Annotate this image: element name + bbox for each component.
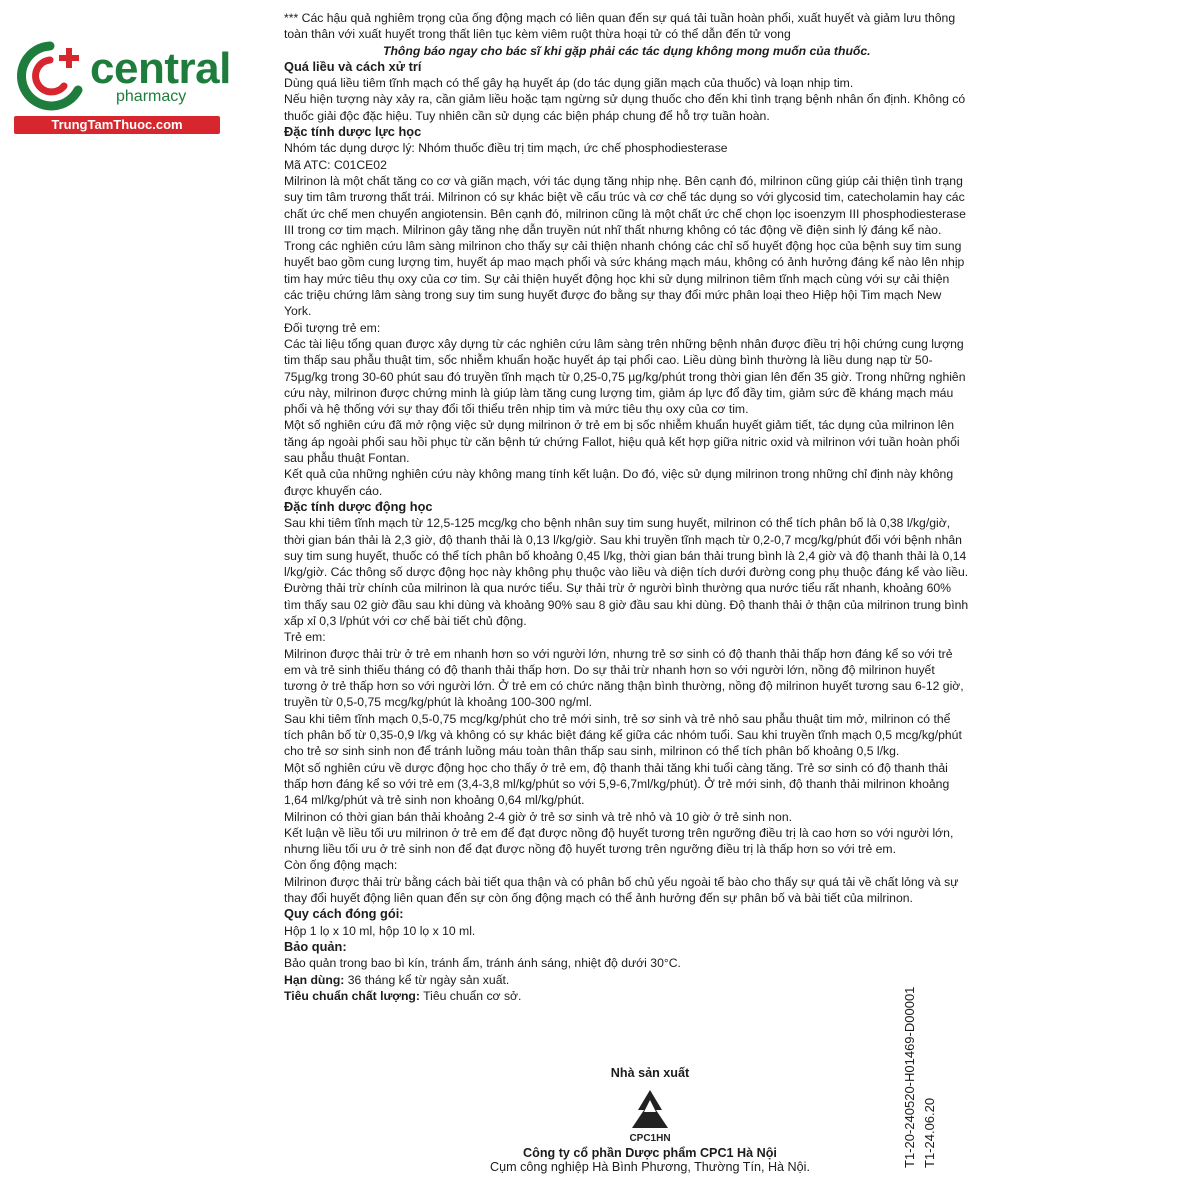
central-pharmacy-logo bbox=[12, 38, 231, 138]
overdose-paragraph-2: Nếu hiện tượng này xảy ra, cần giảm liều hoặc tạm ngừng sử dụng thuốc cho đến khi tình trạng bệnh nhân ổn định. Không có thuốc giải độc đặc hiệu. Tuy nhiên cần sử dụng các biện pháp chung để hỗ trợ tuần hoàn. bbox=[284, 92, 966, 123]
logo-subtitle: pharmacy bbox=[116, 88, 187, 105]
pk-duct-heading: Còn ống động mạch: bbox=[284, 858, 398, 873]
pd-children-heading: Đối tượng trẻ em: bbox=[284, 320, 381, 335]
heading-expiry: Hạn dùng: bbox=[284, 972, 345, 987]
storage-text: Bảo quản trong bao bì kín, tránh ẩm, tránh ánh sáng, nhiệt độ dưới 30°C. bbox=[284, 956, 681, 971]
adverse-note: *** Các hậu quả nghiêm trọng của ống động mạch có liên quan đến sự quá tải tuần hoàn phổi, xuất huyết và giảm lưu thông toàn thân với xuất huyết trong thất liên tục kèm viêm ruột thừa hoại tử có thể dẫn đến tử vong bbox=[284, 11, 956, 42]
pd-atc: Mã ATC: C01CE02 bbox=[284, 157, 387, 172]
pd-children-paragraph-1: Các tài liệu tổng quan được xây dựng từ các nghiên cứu lâm sàng trên những bệnh nhân được điều trị hội chứng cung lượng tim thấp sau phẫu thuật tim, sốc nhiễm khuẩn hoặc huyết áp tại phổi cao. Liều dùng bình thường là liều dung nạp từ 50-75µg/kg trong 30-60 phút sau đó truyền tĩnh mạch từ 0,25-0,75 µg/kg/phút trong thời gian lên đến 35 giờ. Trong những nghiên cứu này, milrinon được chứng minh là giúp làm tăng cung lượng tim, giảm áp lực đổ đầy tim, giảm sức đề kháng mạch máu phổi và hệ thống với sự thay đổi tối thiểu trên nhịp tim và mức tiêu thụ oxy của cơ tim. bbox=[284, 336, 966, 417]
pk-children-paragraph-3: Một số nghiên cứu về dược động học cho thấy ở trẻ em, độ thanh thải tăng khi tuổi càng tăng. Trẻ sơ sinh có độ thanh thải thấp hơn đáng kể so với trẻ em (3,4-3,8 ml/kg/phút so với 5,9-6,7ml/kg/phút). Ở trẻ mới sinh, độ thanh thải milrinon khoảng 1,64 ml/kg/phút và trẻ sinh non khoảng 0,64 ml/kg/phút. bbox=[284, 760, 950, 808]
pd-children-paragraph-3: Kết quả của những nghiên cứu này không mang tính kết luận. Do đó, việc sử dụng milrinon trong những chỉ định này không được khuyến cáo. bbox=[284, 467, 954, 498]
logo-name: central bbox=[90, 44, 231, 93]
pk-children-heading: Trẻ em: bbox=[284, 630, 326, 645]
pk-children-paragraph-5: Kết luận về liều tối ưu milrinon ở trẻ em để đạt được nồng độ huyết tương trên ngưỡng điều trị là cao hơn so với người lớn, nhưng liều tối ưu ở trẻ sinh non để đạt được nồng độ huyết tương trên ngưỡng điều trị là thấp hơn so với trẻ em. bbox=[284, 825, 954, 857]
cpc1-logo-icon bbox=[618, 1088, 682, 1144]
packaging-text: Hộp 1 lọ x 10 ml, hộp 10 lọ x 10 ml. bbox=[284, 923, 476, 938]
pk-duct-paragraph: Milrinon được thải trừ bằng cách bài tiết qua thận và có phân bố chủ yếu ngoài tế bào cho thấy sự quá tải về chất lỏng và sự thay đổi huyết động liên quan đến sự còn ống động mạch có thể ảnh hưởng đến sự phân bố và bài tiết của milrinon. bbox=[284, 874, 959, 906]
overdose-paragraph-1: Dùng quá liều tiêm tĩnh mạch có thể gây hạ huyết áp (do tác dụng giãn mạch của thuốc) và loạn nhịp tim. bbox=[284, 76, 854, 91]
pd-paragraph-1: Milrinon là một chất tăng co cơ và giãn mạch, với tác dụng tăng nhịp nhẹ. Bên cạnh đó, milrinon cũng giúp cải thiện tình trạng suy tim tâm trương thất trái. Milrinon có sự khác biệt về cấu trúc và cơ chế tác dụng so với glycosid tim, catecholamin hay các chất ức chế men chuyển angiotensin. Bên cạnh đó, milrinon cũng là một chất ức chế chọn lọc isoenzym III phosphodiesterase III trong cơ tim mạch. Milrinon gây tăng nhẹ dẫn truyền nút nhĩ thất nhưng không có tác động về điện sinh lý đáng kể nào. bbox=[284, 173, 966, 237]
pd-paragraph-2: Trong các nghiên cứu lâm sàng milrinon cho thấy sự cải thiện nhanh chóng các chỉ số huyết động học của bệnh suy tim sung huyết bao gồm cung lượng tim, huyết áp mao mạch phổi và sức kháng mạch máu, không có ảnh hưởng đáng kể nào lên nhịp tim hay mức tiêu thụ oxy của cơ tim. Sự cải thiện huyết động học khi sử dụng milrinon tiêm tĩnh mạch cùng với sự cải thiện các triệu chứng lâm sàng trong suy tim sung huyết được đo bằng sự thay đổi mức phân loại theo Hiệp hội Tim mạch New York. bbox=[284, 239, 965, 319]
pk-children-paragraph-2: Sau khi tiêm tĩnh mạch 0,5-0,75 mcg/kg/phút cho trẻ mới sinh, trẻ sơ sinh và trẻ nhỏ sau phẫu thuật tim mở, milrinon có thể tích phân bố từ 0,35-0,9 l/kg và không có sự khác biệt đáng kể giữa các nhóm tuổi. Sau khi truyền tĩnh mạch 0,5 mcg/kg/phút cho trẻ sơ sinh sinh non để tránh luồng máu toàn thân thấp sau sinh, milrinon có thể tích phân bố khoảng 0,5 l/kg. bbox=[284, 711, 962, 759]
heading-overdose: Quá liều và cách xử trí bbox=[284, 58, 422, 74]
batch-code-line-2: T1-24.06.20 bbox=[922, 1097, 937, 1168]
manufacturer-address: Cụm công nghiệp Hà Bình Phương, Thường Tín, Hà Nội. bbox=[490, 1160, 810, 1174]
pk-children-paragraph-1: Milrinon được thải trừ ở trẻ em nhanh hơn so với người lớn, nhưng trẻ sơ sinh có độ thanh thải thấp hơn đáng kể so với trẻ em và trẻ sinh thiếu tháng có độ thanh thải thấp hơn. Do sự thải trừ nhanh hơn so với người lớn, nồng độ milrinon huyết tương ở trẻ thấp hơn so với người lớn. Ở trẻ em có chức năng thận bình thường, nồng độ milrinon huyết tương sau 6-12 giờ, truyền từ 0,5-0,75 mcg/kg/phút là khoảng 100-300 ng/ml. bbox=[284, 646, 964, 710]
manufacturer-heading: Nhà sản xuất bbox=[610, 1066, 690, 1080]
manufacturer-company: Công ty cổ phần Dược phẩm CPC1 Hà Nội bbox=[523, 1146, 777, 1160]
expiry-text: 36 tháng kể từ ngày sản xuất. bbox=[347, 972, 510, 987]
heading-packaging: Quy cách đóng gói: bbox=[284, 906, 404, 922]
heading-pharmacokinetics: Đặc tính dược động học bbox=[284, 498, 433, 514]
standard-text: Tiêu chuẩn cơ sở. bbox=[423, 988, 522, 1003]
heading-storage: Bảo quản: bbox=[284, 938, 347, 954]
batch-code-line-1: T1-20-240520-H01469-D00001 bbox=[902, 986, 917, 1168]
standard-line bbox=[284, 988, 970, 1004]
pk-children-paragraph-4: Milrinon có thời gian bán thải khoảng 2-4 giờ ở trẻ sơ sinh và trẻ nhỏ và 10 giờ ở trẻ sinh non. bbox=[284, 809, 793, 824]
batch-code-vertical bbox=[900, 968, 960, 1168]
expiry-line bbox=[284, 972, 970, 988]
heading-pharmacodynamics: Đặc tính dược lực học bbox=[284, 124, 422, 140]
manufacturer-block bbox=[470, 1066, 830, 1174]
central-logo-icon bbox=[12, 38, 88, 118]
heading-standard: Tiêu chuẩn chất lượng: bbox=[284, 988, 420, 1003]
pk-paragraph-2: Đường thải trừ chính của milrinon là qua nước tiểu. Sự thải trừ ở người bình thường qua nước tiểu rất nhanh, khoảng 60% tìm thấy sau 02 giờ đầu sau khi dùng và khoảng 90% sau 8 giờ đầu sau khi dùng. Độ thanh thải ở thận của milrinon trung bình xấp xỉ 0,3 l/phút với cơ chế bài tiết chủ động. bbox=[284, 581, 969, 628]
notice-line: Thông báo ngay cho bác sĩ khi gặp phải các tác dụng không mong muốn của thuốc. bbox=[382, 43, 871, 58]
pd-group: Nhóm tác dụng dược lý: Nhóm thuốc điều trị tim mạch, ức chế phosphodiesterase bbox=[284, 141, 728, 156]
cpc1-logo-text: CPC1HN bbox=[629, 1133, 671, 1144]
logo-url: TrungTamThuoc.com bbox=[14, 116, 220, 134]
pd-children-paragraph-2: Một số nghiên cứu đã mở rộng việc sử dụng milrinon ở trẻ em bị sốc nhiễm khuẩn huyết giảm tiết, tác dụng của milrinon lên tăng áp ngoài phổi sau hồi phục từ căn bệnh tứ chứng Fallot, hiệu quả kết hợp giữa nitric oxid và milrinon với tuần hoàn phổi sau phẫu thuật Fontan. bbox=[284, 418, 960, 466]
pk-paragraph-1: Sau khi tiêm tĩnh mạch từ 12,5-125 mcg/kg cho bệnh nhân suy tim sung huyết, milrinon có thể tích phân bố là 0,38 l/kg/giờ, thời gian bán thải là 2,3 giờ, độ thanh thải là 0,13 l/kg/giờ. Sau khi truyền tĩnh mạch từ 0,2-0,7 mcg/kg/phút đối với bệnh nhân suy tim sung huyết, thuốc có thể tích phân bố khoảng 0,45 l/kg, thời gian bán thải trung bình là 2,4 giờ và độ thanh thải là 0,14 l/kg/giờ. Các thông số dược động học này không phụ thuộc vào liều và diện tích dưới đường cong phụ thuộc đáng kể vào liều. bbox=[284, 516, 969, 580]
leaflet-text bbox=[284, 10, 970, 1004]
